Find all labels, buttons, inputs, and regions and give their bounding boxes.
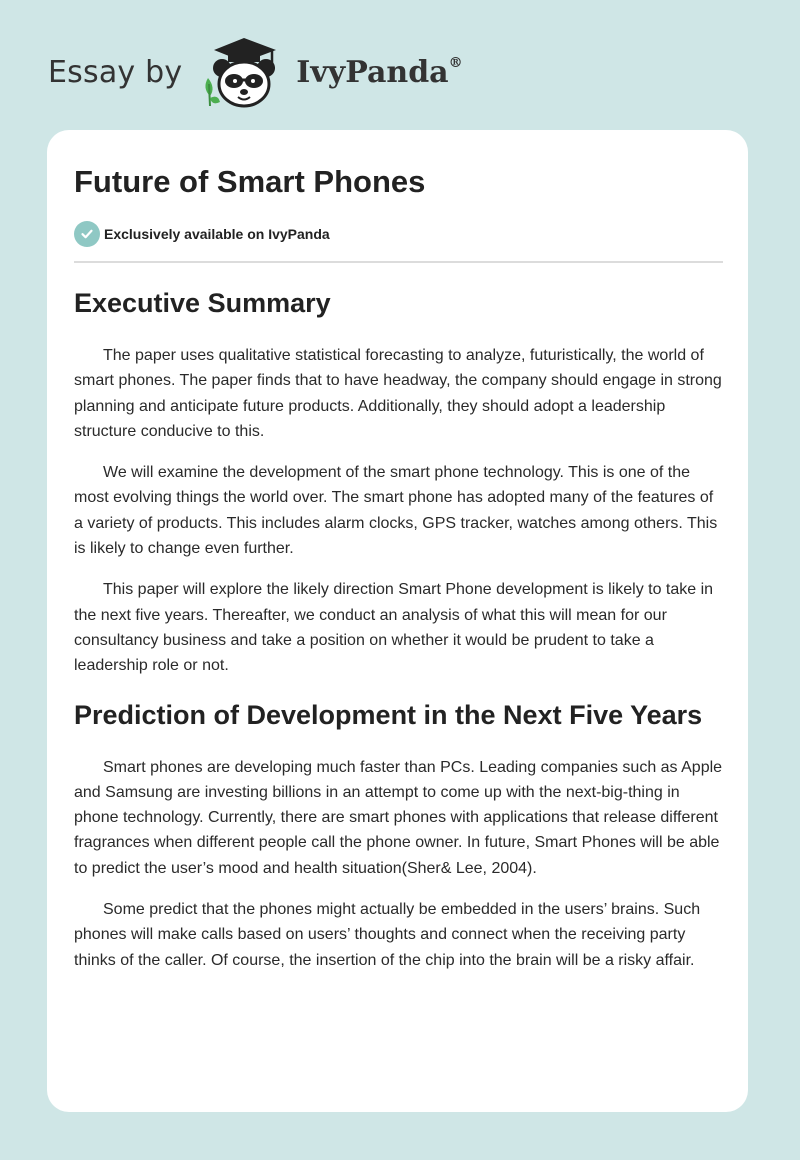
panda-logo-icon[interactable] (198, 34, 290, 110)
exclusive-badge (74, 221, 330, 247)
section-heading: Executive Summary (74, 288, 331, 318)
essay-body (74, 283, 723, 989)
brand-header (48, 34, 463, 110)
paragraph: This paper will explore the likely direction Smart Phone development is likely to take in the next five years. Thereafter, we conduct an analysis of what this will mean for our consultancy business and take a position on whether it would be prudent to take a leadership role or not. (74, 581, 714, 675)
brand-name[interactable]: IvyPanda® (296, 54, 463, 90)
paragraph: Some predict that the phones might actually be embedded in the users’ brains. Such phones will make calls based on users’ thoughts and connect when the receiving party thinks of the caller. Of course, the insertion of the chip into the brain will be a risky affair. (74, 901, 701, 969)
section-heading: Prediction of Development in the Next Five Years (74, 699, 703, 730)
badge-label: Exclusively available on IvyPanda (104, 226, 330, 242)
essay-card (47, 130, 748, 1112)
title-divider (74, 261, 723, 263)
paragraph: Smart phones are developing much faster than PCs. Leading companies such as Apple and Samsung are investing billions in an attempt to come up with the next-big-thing in phone technology. Currently, there are smart phones with applications that release different fragrances when different people call the phone owner. In future, Smart Phones will be able to predict the user’s mood and health situation(Sher& Lee, 2004). (74, 758, 723, 877)
section-prediction (74, 695, 723, 973)
section-executive-summary (74, 283, 723, 679)
page-title: Future of Smart Phones (74, 164, 426, 199)
paragraph: We will examine the development of the smart phone technology. This is one of the most evolving things the world over. The smart phone has adopted many of the features of a variety of products. This includes alarm clocks, GPS tracker, watches among others. This is likely to change even further. (74, 464, 718, 558)
check-circle-icon (74, 221, 100, 247)
paragraph: The paper uses qualitative statistical forecasting to analyze, futuristically, the world of smart phones. The paper finds that to have headway, the company should engage in strong planning and anticipate future products. Additionally, they should adopt a leadership structure conducive to this. (74, 347, 722, 440)
brand-prefix: Essay by (48, 54, 183, 90)
